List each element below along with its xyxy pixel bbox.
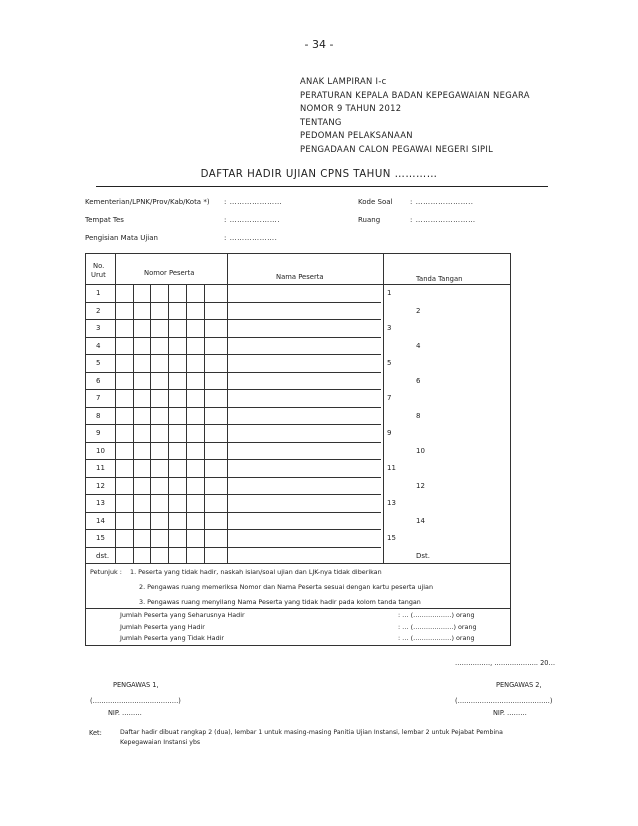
row-divider (86, 337, 381, 338)
pengawas-1-name: (…………………………………) (90, 697, 181, 705)
row-divider (86, 529, 381, 530)
petunjuk-item: 2. Pengawas ruang memeriksa Nomor dan Nama Peserta sesuai dengan kartu peserta ujian (139, 583, 434, 591)
ket-line-1: Daftar hadir dibuat rangkap 2 (dua), lembar 1 untuk masing-masing Panitia Ujian Instansi, lembar 2 untuk Pejabat Pembina (120, 729, 503, 736)
row-number: 6 (96, 376, 101, 385)
row-divider (86, 477, 381, 478)
form-title: DAFTAR HADIR UJIAN CPNS TAHUN ………… (200, 169, 438, 180)
pengawas-1-nip: NIP. ……… (108, 709, 142, 717)
jumlah-label: Jumlah Peserta yang Hadir (120, 623, 205, 631)
row-divider (86, 424, 381, 425)
row-number: 4 (96, 341, 101, 350)
header-line: PERATURAN KEPALA BADAN KEPEGAWAIAN NEGARA (300, 89, 530, 100)
header-line: NOMOR 9 TAHUN 2012 (300, 103, 402, 113)
regulation-header (300, 75, 530, 156)
pengawas-2-name: (……………………………………) (455, 697, 553, 705)
row-number: 8 (96, 411, 101, 420)
petunjuk-item: 3. Pengawas ruang menyilang Nama Peserta yang tidak hadir pada kolom tanda tangan (139, 598, 421, 606)
header-line: PEDOMAN PELAKSANAAN (300, 130, 413, 140)
row-number: 10 (96, 446, 105, 455)
row-divider (86, 407, 381, 408)
signature-slot-label: 2 (416, 306, 421, 315)
signature-slot-label: 12 (416, 481, 425, 490)
col-tanda-tangan-header: Tanda Tangan (416, 275, 463, 283)
signature-slot-label: 10 (416, 446, 425, 455)
row-number: 7 (96, 394, 101, 402)
row-divider (86, 302, 381, 303)
ruang-label: Ruang (358, 216, 381, 224)
jumlah-value: : … (……………….) orang (398, 623, 477, 631)
date-line: ……………., ……………….. 20… (455, 659, 556, 667)
header-line: ANAK LAMPIRAN I-c (300, 76, 387, 86)
ket-label: Ket: (89, 729, 102, 737)
jumlah-label: Jumlah Peserta yang Tidak Hadir (120, 634, 225, 642)
ket-line-2: Kepegawaian Instansi ybs (120, 739, 201, 746)
tempat-tes-value: : ………….……. (224, 216, 281, 224)
row-divider (86, 459, 381, 460)
row-divider (86, 442, 381, 443)
row-divider (86, 319, 381, 320)
row-number: 5 (96, 359, 101, 367)
row-number: 12 (96, 481, 105, 490)
row-number: 13 (96, 499, 105, 507)
signature-slot-label: 4 (416, 341, 421, 350)
row-number: 15 (96, 534, 105, 542)
signature-slot-label: 14 (416, 516, 425, 525)
pengawas-2-title: PENGAWAS 2, (496, 681, 542, 689)
signature-slot-label: 1 (387, 289, 392, 297)
mata-ujian-label: Pengisian Mata Ujian (85, 234, 158, 242)
signature-slot-label: 9 (387, 429, 392, 437)
notes-divider (86, 608, 510, 609)
signature-slot-label: 11 (387, 464, 396, 472)
column-divider (227, 254, 228, 563)
petunjuk-label: Petunjuk : (90, 568, 122, 576)
col-nama-peserta-header: Nama Peserta (276, 273, 324, 281)
column-divider (115, 254, 116, 563)
signature-slot-label: 13 (387, 499, 396, 507)
row-number: 3 (96, 324, 101, 332)
col-nomor-peserta-header: Nomor Peserta (144, 269, 195, 277)
row-number: 11 (96, 464, 105, 472)
row-number: 14 (96, 516, 105, 525)
title-underline (96, 186, 548, 187)
row-number: 1 (96, 289, 101, 297)
signature-slot-label: 8 (416, 411, 421, 420)
signature-slot-label: 15 (387, 534, 396, 542)
kementerian-value: : ………………… (224, 198, 283, 206)
row-number: dst. (96, 551, 110, 560)
pengawas-1-title: PENGAWAS 1, (113, 681, 159, 689)
row-divider (86, 372, 381, 373)
col-urut-header: Urut (91, 271, 106, 279)
mata-ujian-value: : ………………. (224, 234, 278, 242)
header-line: TENTANG (300, 116, 342, 127)
tempat-tes-label: Tempat Tes (85, 216, 124, 224)
row-divider (86, 494, 381, 495)
signature-slot-label: 5 (387, 359, 392, 367)
jumlah-label: Jumlah Peserta yang Seharusnya Hadir (120, 611, 245, 619)
column-divider (383, 254, 384, 563)
ruang-value: : …………………… (410, 216, 476, 224)
row-divider (86, 389, 381, 390)
jumlah-value: : … (………………) orang (398, 634, 475, 642)
row-number: 9 (96, 429, 101, 437)
kode-soal-value: : ………………….. (410, 198, 474, 206)
page-number: - 34 - (304, 38, 334, 51)
notes-box (85, 564, 511, 646)
kode-soal-label: Kode Soal (358, 198, 393, 206)
signature-slot-label: 7 (387, 394, 392, 402)
header-line: PENGADAAN CALON PEGAWAI NEGERI SIPIL (300, 143, 494, 154)
col-no-header: No. (93, 262, 105, 270)
petunjuk-item: 1. Peserta yang tidak hadir, naskah isian/soal ujian dan LJK-nya tidak diberikan (130, 568, 382, 576)
row-divider (86, 512, 381, 513)
signature-slot-label: Dst. (416, 551, 431, 560)
pengawas-2-nip: NIP. ……… (493, 709, 527, 717)
signature-slot-label: 6 (416, 376, 421, 385)
signature-slot-label: 3 (387, 324, 392, 332)
kementerian-label: Kementerian/LPNK/Prov/Kab/Kota *) (85, 198, 210, 206)
attendance-table (85, 253, 511, 564)
row-divider (86, 354, 381, 355)
row-number: 2 (96, 306, 101, 315)
row-divider (86, 547, 381, 548)
jumlah-value: : … (………………) orang (398, 611, 475, 619)
